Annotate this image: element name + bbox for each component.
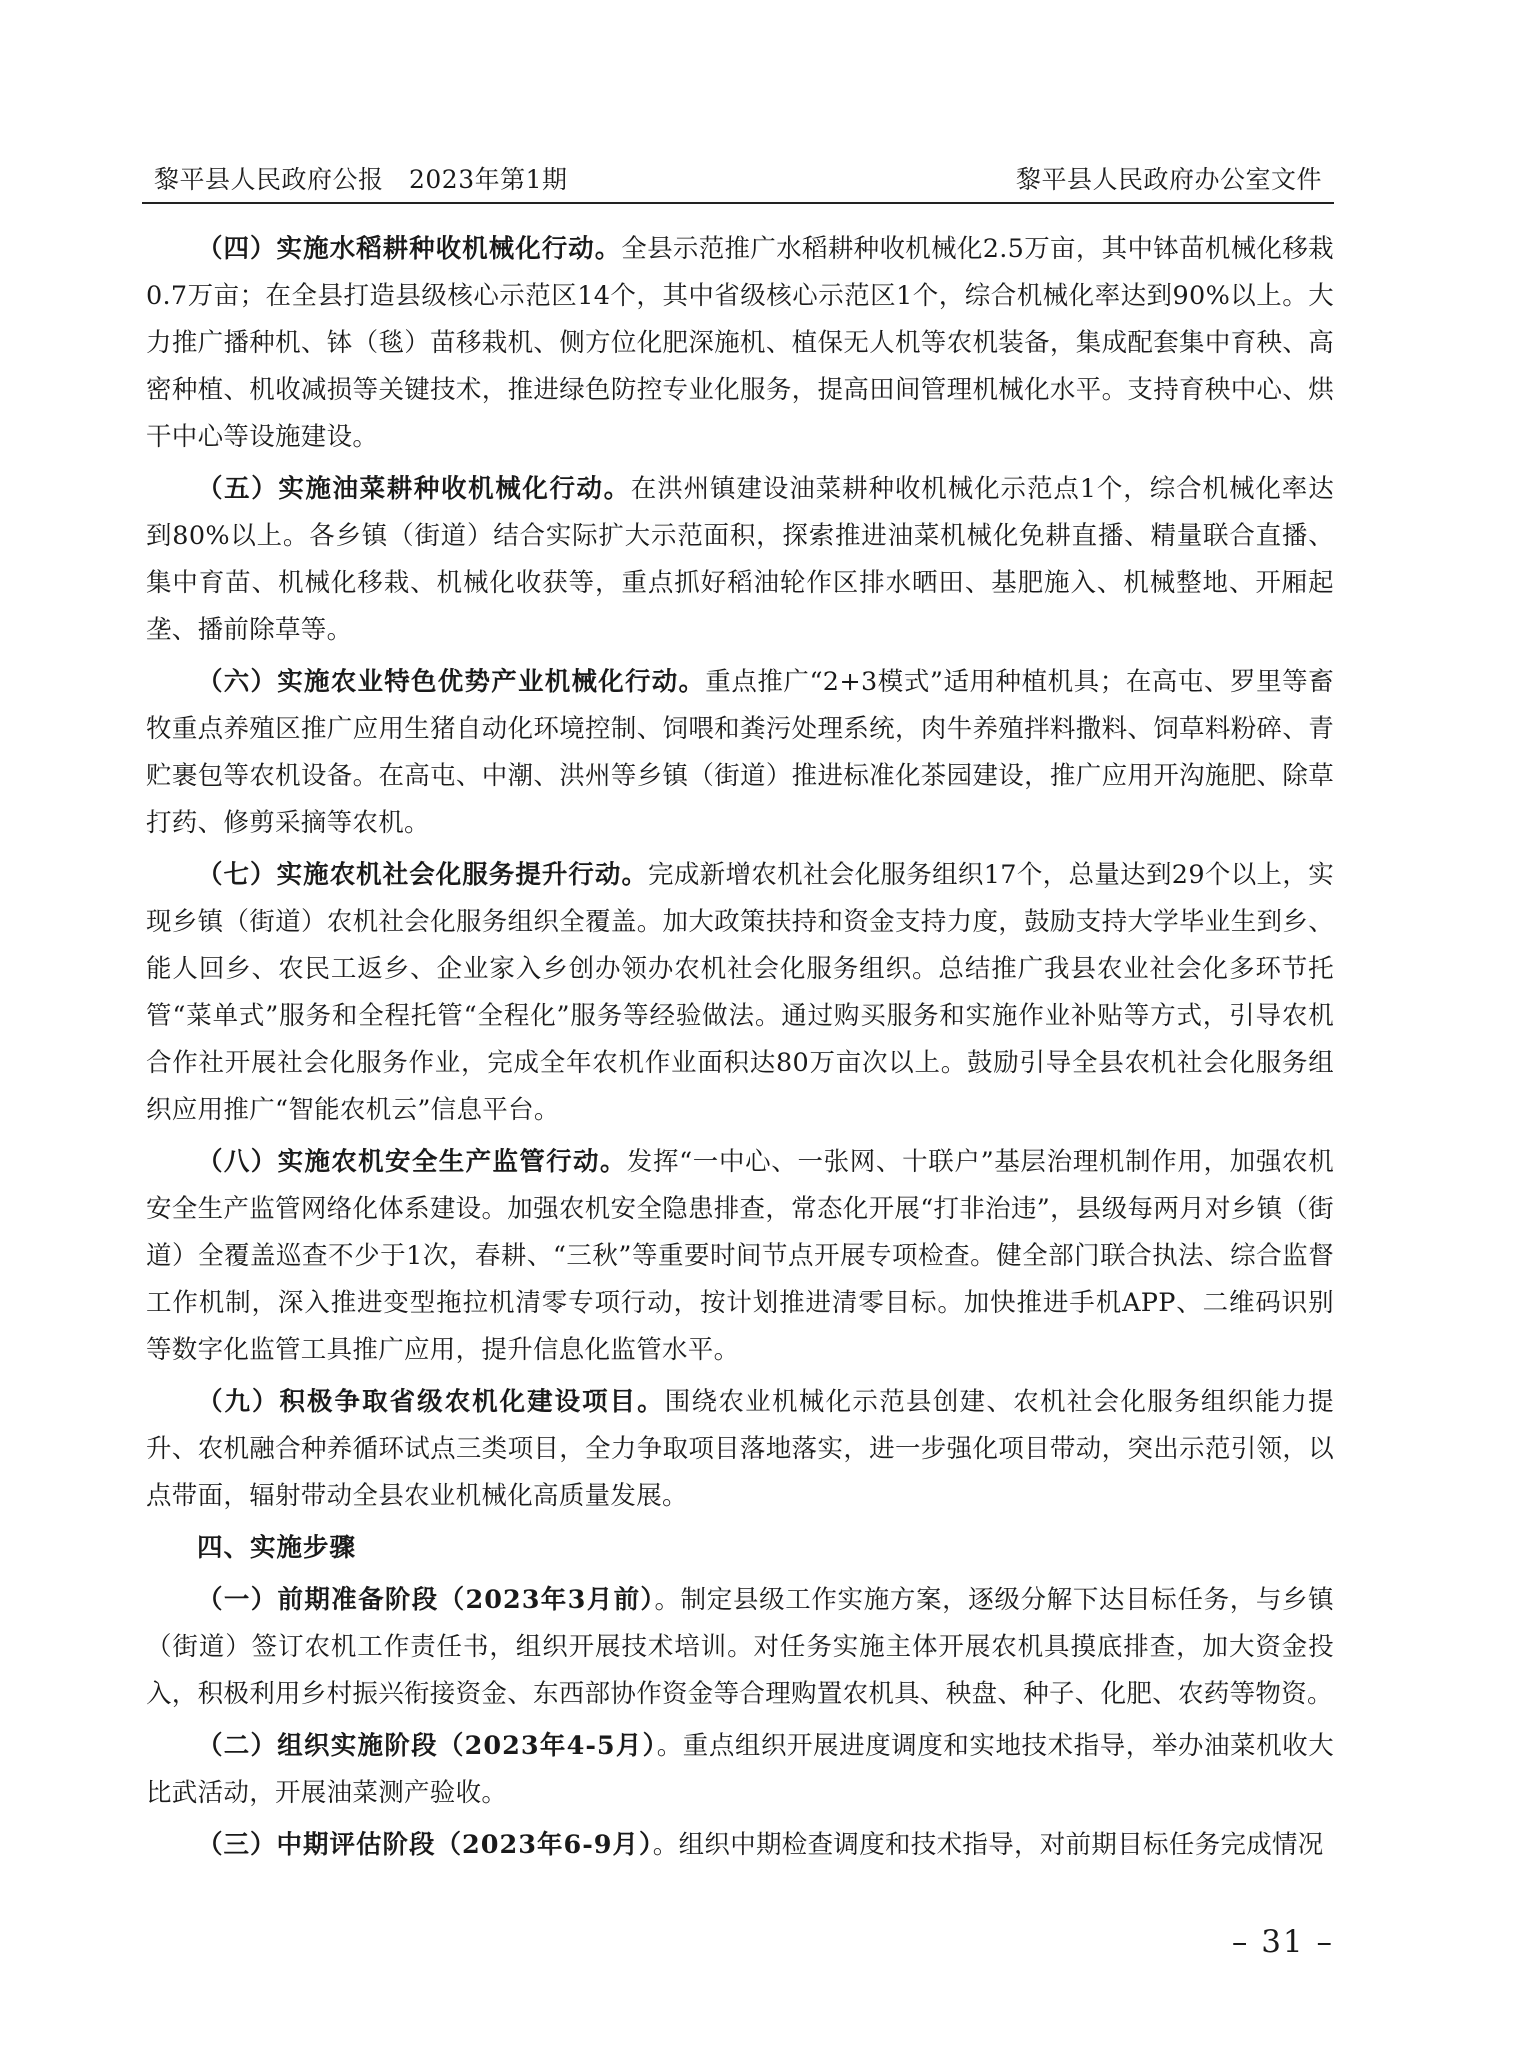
paragraph-safety-supervision (146, 1139, 1334, 1374)
paragraph-lead: （二）组织实施阶段（2023年4-5月） (197, 1731, 657, 1761)
paragraph-rapeseed-mechanization (146, 466, 1334, 654)
document-source: 黎平县人民政府办公室文件 (1015, 165, 1322, 194)
page-number: – 31 – (1231, 1924, 1334, 1960)
paragraph-midterm-evaluation (146, 1822, 1334, 1869)
paragraph-lead: （四）实施水稻耕种收机械化行动。 (197, 234, 622, 264)
paragraph-lead: （五）实施油菜耕种收机械化行动。 (197, 474, 631, 504)
paragraph-text: 围绕农业机械化示范县创建、农机社会化服务组织能力提升、农机融合种养循环试点三类项目，全力争取项目落地落实，进一步强化项目带动，突出示范引领，以点带面，辐射带动全县农业机械化高质量发展。 (146, 1387, 1334, 1511)
paragraph-provincial-projects (146, 1379, 1334, 1520)
section-heading-implementation-steps: 四、实施步骤 (197, 1533, 357, 1563)
paragraph-lead: （六）实施农业特色优势产业机械化行动。 (197, 667, 706, 697)
paragraph-specialty-industry (146, 659, 1334, 847)
paragraph-text: 发挥“一中心、一张网、十联户”基层治理机制作用，加强农机安全生产监管网络化体系建设。加强农机安全隐患排查，常态化开展“打非治违”，县级每两月对乡镇（街道）全覆盖巡查不少于1次，春耕、“三秋”等重要时间节点开展专项检查。健全部门联合执法、综合监督工作机制，深入推进变型拖拉机清零专项行动，按计划推进清零目标。加快推进手机APP、二维码识别等数字化监管工具推广应用，提升信息化监管水平。 (146, 1147, 1334, 1365)
paragraph-implementation-stage (146, 1723, 1334, 1817)
paragraph-text: 全县示范推广水稻耕种收机械化2.5万亩，其中钵苗机械化移栽0.7万亩；在全县打造县级核心示范区14个，其中省级核心示范区1个，综合机械化率达到90%以上。大力推广播种机、钵（毯）苗移栽机、侧方位化肥深施机、植保无人机等农机装备，集成配套集中育秧、高密种植、机收减损等关键技术，推进绿色防控专业化服务，提高田间管理机械化水平。支持育秧中心、烘干中心等设施建设。 (146, 234, 1334, 452)
paragraph-lead: （九）积极争取省级农机化建设项目。 (197, 1387, 665, 1417)
paragraph-text: 完成新增农机社会化服务组织17个，总量达到29个以上，实现乡镇（街道）农机社会化服务组织全覆盖。加大政策扶持和资金支持力度，鼓励支持大学毕业生到乡、能人回乡、农民工返乡、企业家入乡创办领办农机社会化服务组织。总结推广我县农业社会化多环节托管“菜单式”服务和全程托管“全程化”服务等经验做法。通过购买服务和实施作业补贴等方式，引导农机合作社开展社会化服务作业，完成全年农机作业面积达80万亩次以上。鼓励引导全县农机社会化服务组织应用推广“智能农机云”信息平台。 (146, 860, 1334, 1125)
document-body (146, 226, 1334, 1874)
paragraph-rice-mechanization (146, 226, 1334, 461)
page-header (142, 158, 1334, 202)
paragraph-socialized-service (146, 852, 1334, 1134)
paragraph-text: 。组织中期检查调度和技术指导，对前期目标任务完成情况 (652, 1830, 1324, 1860)
paragraph-text: 。重点组织开展进度调度和实地技术指导，举办油菜机收大比武活动，开展油菜测产验收。 (146, 1731, 1334, 1808)
paragraph-lead: （七）实施农机社会化服务提升行动。 (197, 860, 648, 890)
header-divider (142, 202, 1334, 204)
paragraph-lead: （八）实施农机安全生产监管行动。 (197, 1147, 627, 1177)
paragraph-lead: （三）中期评估阶段（2023年6-9月） (197, 1830, 653, 1860)
paragraph-text: 重点推广“2+3模式”适用种植机具；在高屯、罗里等畜牧重点养殖区推广应用生猪自动化环境控制、饲喂和粪污处理系统，肉牛养殖拌料撒料、饲草料粉碎、青贮裹包等农机设备。在高屯、中潮、洪州等乡镇（街道）推进标准化茶园建设，推广应用开沟施肥、除草打药、修剪采摘等农机。 (146, 667, 1334, 838)
paragraph-preparation-stage (146, 1577, 1334, 1718)
paragraph-text: 在洪州镇建设油菜耕种收机械化示范点1个，综合机械化率达到80%以上。各乡镇（街道）结合实际扩大示范面积，探索推进油菜机械化免耕直播、精量联合直播、集中育苗、机械化移栽、机械化收获等，重点抓好稻油轮作区排水晒田、基肥施入、机械整地、开厢起垄、播前除草等。 (146, 474, 1334, 645)
paragraph-lead: （一）前期准备阶段（2023年3月前） (197, 1585, 655, 1615)
bulletin-title: 黎平县人民政府公报 2023年第1期 (154, 165, 568, 194)
paragraph-text: 。制定县级工作实施方案，逐级分解下达目标任务，与乡镇（街道）签订农机工作责任书，组织开展技术培训。对任务实施主体开展农机具摸底排查，加大资金投入，积极利用乡村振兴衔接资金、东西部协作资金等合理购置农机具、秧盘、种子、化肥、农药等物资。 (146, 1585, 1334, 1709)
